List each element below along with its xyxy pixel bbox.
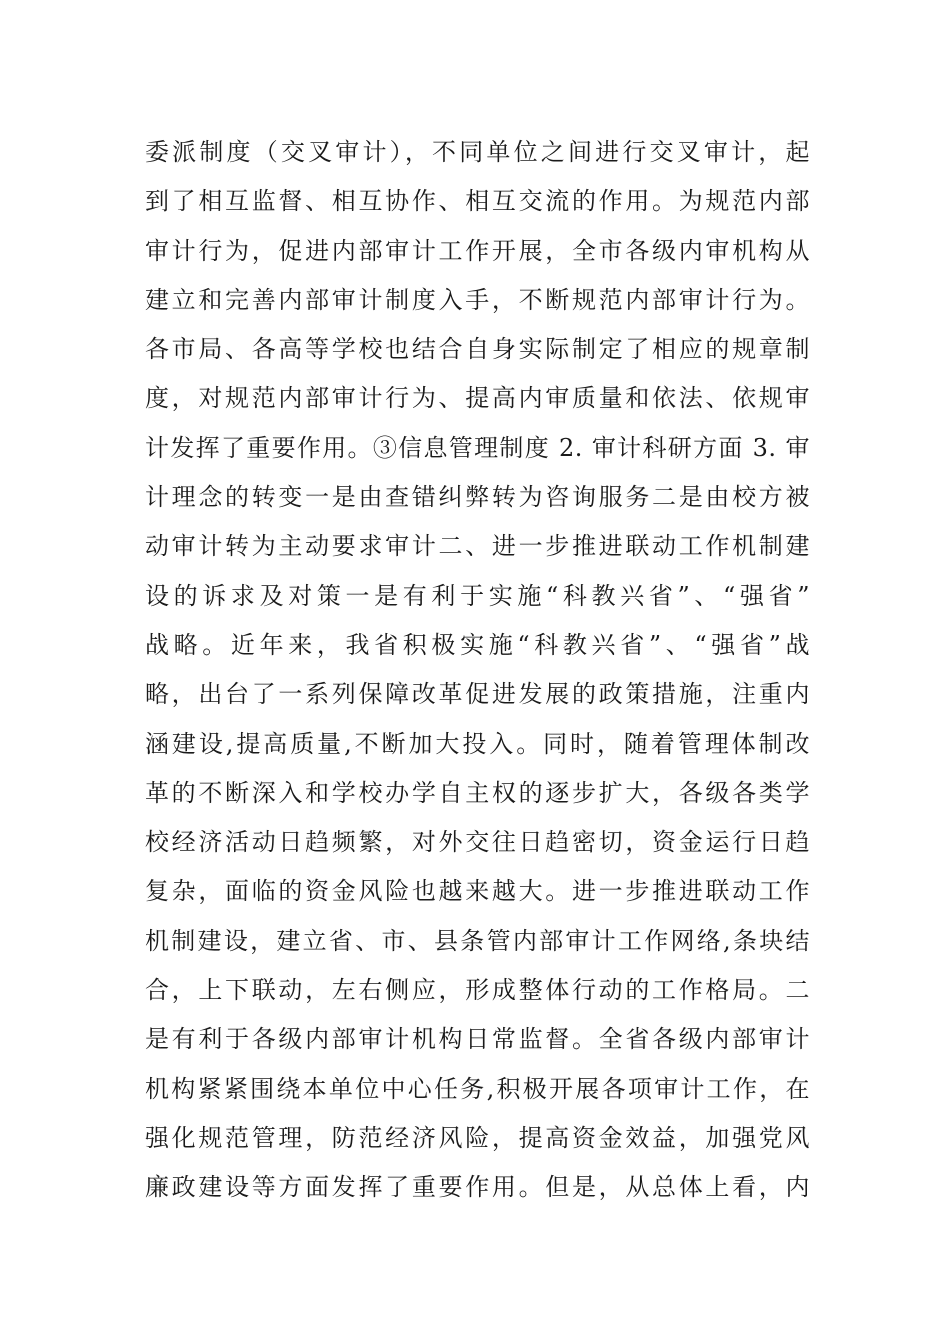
text-line: 合，上下联动，左右侧应，形成整体行动的工作格局。二 [145, 976, 810, 1005]
text-line: 建立和完善内部审计制度入手，不断规范内部审计行为。 [145, 285, 810, 314]
text-line: 革的不断深入和学校办学自主权的逐步扩大，各级各类学 [145, 778, 810, 807]
text-line: 略，出台了一系列保障改革促进发展的政策措施，注重内 [145, 680, 810, 709]
text-line: 计理念的转变一是由查错纠弊转为咨询服务二是由校方被 [145, 483, 810, 512]
text-line: 机制建设，建立省、市、县条管内部审计工作网络,条块结 [145, 926, 810, 955]
text-line: 动审计转为主动要求审计二、进一步推进联动工作机制建 [145, 532, 810, 561]
text-line: 审计行为，促进内部审计工作开展，全市各级内审机构从 [145, 236, 810, 265]
text-line: 廉政建设等方面发挥了重要作用。但是，从总体上看，内 [145, 1173, 810, 1202]
text-line: 委派制度（交叉审计），不同单位之间进行交叉审计，起 [145, 138, 810, 166]
text-line: 设的诉求及对策一是有利于实施“科教兴省”、“强省” [145, 581, 810, 610]
body-text [145, 128, 810, 1213]
text-line: 战略。近年来，我省积极实施“科教兴省”、“强省”战 [145, 630, 810, 659]
text-line: 是有利于各级内部审计机构日常监督。全省各级内部审计 [145, 1025, 810, 1054]
text-line: 校经济活动日趋频繁，对外交往日趋密切，资金运行日趋 [145, 828, 810, 857]
text-line: 各市局、各高等学校也结合自身实际制定了相应的规章制 [145, 335, 810, 364]
text-line: 涵建设,提高质量,不断加大投入。同时，随着管理体制改 [145, 729, 810, 758]
text-line: 机构紧紧围绕本单位中心任务,积极开展各项审计工作，在 [145, 1074, 810, 1103]
text-line: 计发挥了重要作用。③信息管理制度 2. 审计科研方面 3. 审 [145, 433, 810, 462]
text-line: 复杂，面临的资金风险也越来越大。进一步推进联动工作 [145, 877, 810, 906]
text-line: 到了相互监督、相互协作、相互交流的作用。为规范内部 [145, 187, 810, 216]
text-line: 强化规范管理，防范经济风险，提高资金效益，加强党风 [145, 1123, 810, 1152]
text-line: 度，对规范内部审计行为、提高内审质量和依法、依规审 [145, 384, 810, 413]
